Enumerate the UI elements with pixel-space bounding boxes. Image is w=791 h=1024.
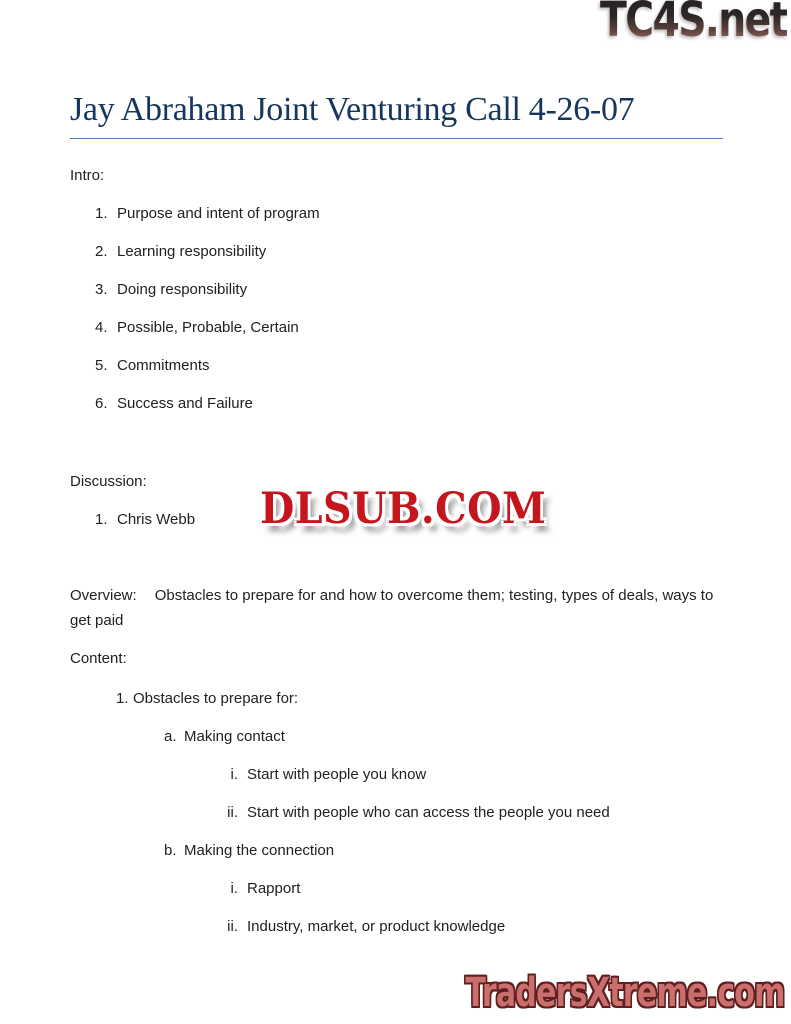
list-text: Success and Failure (117, 395, 253, 412)
document-body (70, 0, 723, 952)
list-item (70, 277, 723, 302)
list-text: Making the connection (184, 842, 335, 859)
list-text: Learning responsibility (117, 243, 267, 260)
list-marker: i. (230, 880, 238, 897)
overview-label: Overview: (70, 587, 137, 604)
list-text: Obstacles to prepare for: (133, 690, 299, 707)
overview-paragraph (70, 583, 723, 633)
list-item (70, 686, 723, 711)
list-text: Start with people who can access the people you need (247, 804, 610, 821)
list-marker: 4. (95, 319, 108, 336)
list-item (70, 914, 723, 939)
section-heading-content: Content: (70, 650, 127, 667)
list-text: Doing responsibility (117, 281, 248, 298)
list-text: Rapport (247, 880, 301, 897)
list-marker: 1. (95, 205, 108, 222)
list-text: Making contact (184, 728, 285, 745)
section-heading-intro: Intro: (70, 167, 105, 184)
list-text: Chris Webb (117, 511, 196, 528)
content-list (70, 686, 723, 939)
list-item (70, 800, 723, 825)
list-marker: 6. (95, 395, 108, 412)
list-text: Commitments (117, 357, 210, 374)
list-item (70, 315, 723, 340)
list-item (70, 876, 723, 901)
list-item (70, 239, 723, 264)
list-marker: 2. (95, 243, 108, 260)
list-marker: ii. (227, 804, 238, 821)
list-item (70, 391, 723, 416)
list-marker: 1. (95, 511, 108, 528)
tc4s-logo: TC4S.net (600, 0, 787, 46)
overview-text: Obstacles to prepare for and how to overcome them; testing, types of deals, ways to get paid (70, 587, 714, 629)
section-heading-discussion: Discussion: (70, 473, 147, 490)
list-text: Start with people you know (247, 766, 427, 783)
dlsub-watermark: DLSUB.COM (260, 484, 547, 534)
list-text: Purpose and intent of program (117, 205, 320, 222)
tradersxtreme-watermark: TradersXtreme.com (465, 970, 785, 1016)
list-item (70, 762, 723, 787)
list-text: Industry, market, or product knowledge (247, 918, 506, 935)
intro-list (70, 201, 723, 416)
list-marker: b. (164, 842, 177, 859)
list-marker: a. (164, 728, 177, 745)
list-marker: 5. (95, 357, 108, 374)
list-item (70, 353, 723, 378)
list-item (70, 724, 723, 749)
list-marker: ii. (227, 918, 238, 935)
list-item (70, 201, 723, 226)
document-title: Jay Abraham Joint Venturing Call 4-26-07 (70, 90, 723, 139)
list-marker: 1. (116, 690, 129, 707)
list-marker: i. (230, 766, 238, 783)
list-text: Possible, Probable, Certain (117, 319, 299, 336)
list-item (70, 838, 723, 863)
list-marker: 3. (95, 281, 108, 298)
